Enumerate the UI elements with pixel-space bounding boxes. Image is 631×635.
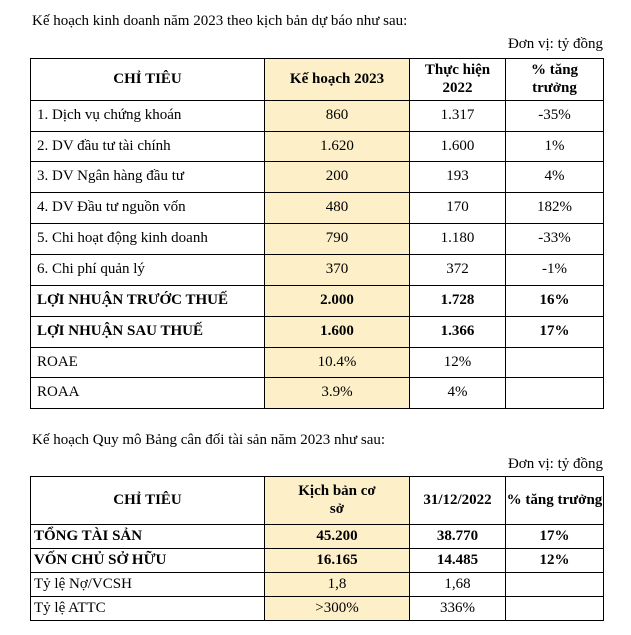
actual-value: 336% bbox=[410, 597, 506, 621]
actual-value: 14.485 bbox=[410, 549, 506, 573]
table-row bbox=[31, 549, 604, 573]
growth-value: 16% bbox=[506, 286, 604, 317]
actual-value: 38.770 bbox=[410, 525, 506, 549]
growth-value bbox=[506, 378, 604, 409]
row-label: 3. DV Ngân hàng đầu tư bbox=[31, 162, 265, 193]
plan-value: 200 bbox=[265, 162, 410, 193]
plan-value: 45.200 bbox=[265, 525, 410, 549]
header-date: 31/12/2022 bbox=[410, 477, 506, 525]
row-label: VỐN CHỦ SỞ HỮU bbox=[31, 549, 265, 573]
row-label: Tỷ lệ Nợ/VCSH bbox=[31, 573, 265, 597]
growth-value: 4% bbox=[506, 162, 604, 193]
row-label: 1. Dịch vụ chứng khoán bbox=[31, 101, 265, 132]
section2-intro: Kế hoạch Quy mô Bảng cân đối tài sản năm 2023 như sau: bbox=[32, 432, 386, 448]
header-actual: Thực hiện 2022 bbox=[410, 59, 506, 101]
header-chi-tieu: CHỈ TIÊU bbox=[31, 59, 265, 101]
plan-value: 1,8 bbox=[265, 573, 410, 597]
plan-value: 790 bbox=[265, 224, 410, 255]
table-row bbox=[31, 255, 604, 286]
plan-value: 10.4% bbox=[265, 348, 410, 378]
table-row bbox=[31, 101, 604, 132]
table-row bbox=[31, 162, 604, 193]
row-label: Tỷ lệ ATTC bbox=[31, 597, 265, 621]
header-scenario: Kịch bản cơ sở bbox=[265, 477, 410, 525]
actual-value: 1.180 bbox=[410, 224, 506, 255]
growth-value: 12% bbox=[506, 549, 604, 573]
section2-unit-note: Đơn vị: tỷ đồng bbox=[507, 456, 603, 472]
section1-unit-note: Đơn vị: tỷ đồng bbox=[507, 36, 603, 52]
plan-value: 2.000 bbox=[265, 286, 410, 317]
table-row bbox=[31, 348, 604, 378]
actual-value: 1,68 bbox=[410, 573, 506, 597]
row-label: ROAA bbox=[31, 378, 265, 409]
actual-value: 1.366 bbox=[410, 317, 506, 348]
growth-value: -35% bbox=[506, 101, 604, 132]
actual-value: 170 bbox=[410, 193, 506, 224]
header-growth: % tăng trưởng bbox=[506, 59, 604, 101]
growth-value: 17% bbox=[506, 525, 604, 549]
table-row bbox=[31, 597, 604, 621]
table-row bbox=[31, 317, 604, 348]
balance-sheet-table bbox=[30, 476, 604, 621]
growth-value bbox=[506, 348, 604, 378]
plan-value: 3.9% bbox=[265, 378, 410, 409]
plan-value: 480 bbox=[265, 193, 410, 224]
table-row bbox=[31, 193, 604, 224]
growth-value: -33% bbox=[506, 224, 604, 255]
growth-value: 17% bbox=[506, 317, 604, 348]
business-plan-table bbox=[30, 58, 604, 409]
header-plan: Kế hoạch 2023 bbox=[265, 59, 410, 101]
actual-value: 12% bbox=[410, 348, 506, 378]
row-label: 2. DV đầu tư tài chính bbox=[31, 132, 265, 162]
table-row bbox=[31, 573, 604, 597]
table-row bbox=[31, 525, 604, 549]
table-row bbox=[31, 132, 604, 162]
row-label: LỢI NHUẬN SAU THUẾ bbox=[31, 317, 265, 348]
plan-value: 860 bbox=[265, 101, 410, 132]
table-row bbox=[31, 286, 604, 317]
table-header-row bbox=[31, 477, 604, 525]
plan-value: 1.600 bbox=[265, 317, 410, 348]
row-label: 5. Chi hoạt động kinh doanh bbox=[31, 224, 265, 255]
table-header-row bbox=[31, 59, 604, 101]
row-label: TỔNG TÀI SẢN bbox=[31, 525, 265, 549]
row-label: ROAE bbox=[31, 348, 265, 378]
table-row bbox=[31, 378, 604, 409]
plan-value: 16.165 bbox=[265, 549, 410, 573]
growth-value: 1% bbox=[506, 132, 604, 162]
row-label: 6. Chi phí quản lý bbox=[31, 255, 265, 286]
header-growth: % tăng trưởng bbox=[506, 477, 604, 525]
section1-intro: Kế hoạch kinh doanh năm 2023 theo kịch bản dự báo như sau: bbox=[32, 13, 408, 29]
actual-value: 4% bbox=[410, 378, 506, 409]
table-row bbox=[31, 224, 604, 255]
row-label: LỢI NHUẬN TRƯỚC THUẾ bbox=[31, 286, 265, 317]
growth-value: 182% bbox=[506, 193, 604, 224]
plan-value: >300% bbox=[265, 597, 410, 621]
growth-value bbox=[506, 597, 604, 621]
actual-value: 1.600 bbox=[410, 132, 506, 162]
growth-value bbox=[506, 573, 604, 597]
plan-value: 1.620 bbox=[265, 132, 410, 162]
plan-value: 370 bbox=[265, 255, 410, 286]
row-label: 4. DV Đầu tư nguồn vốn bbox=[31, 193, 265, 224]
actual-value: 193 bbox=[410, 162, 506, 193]
actual-value: 372 bbox=[410, 255, 506, 286]
growth-value: -1% bbox=[506, 255, 604, 286]
actual-value: 1.728 bbox=[410, 286, 506, 317]
header-chi-tieu: CHỈ TIÊU bbox=[31, 477, 265, 525]
actual-value: 1.317 bbox=[410, 101, 506, 132]
